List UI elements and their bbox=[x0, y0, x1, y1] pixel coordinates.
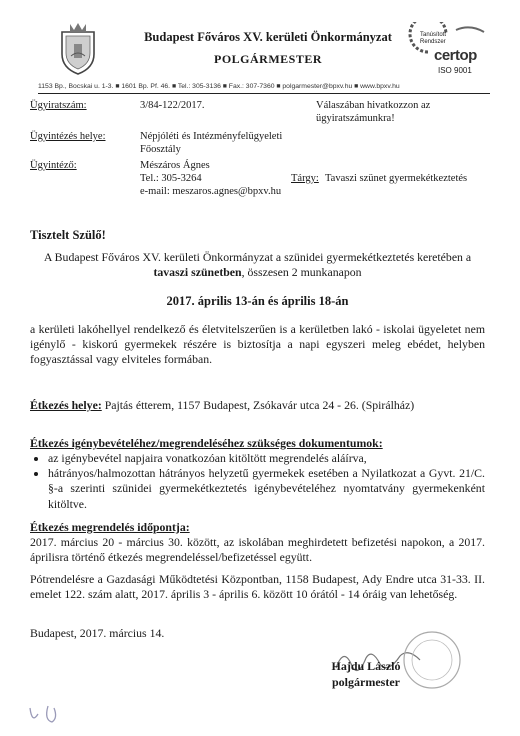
documents-list-item: • hátrányos/halmozottan hátrányos helyzetű gyermekek esetében a Nyilatkozat a Gyvt. 21/C. §-a szerinti szünidei gyermekétkeztetés igénybevételéhez nyomtatvány gyermekenként kitöltve. bbox=[48, 466, 485, 512]
documents-list bbox=[30, 451, 485, 512]
late-order-paragraph: Pótrendelésre a Gazdasági Működtetési Központban, 1158 Budapest, Ady Endre utca 31-33. II. emelet 122. szám alatt, 2017. április 3 - április 6. között 10 órától - 14 óráig van lehetőség. bbox=[30, 572, 485, 602]
contact-line: 1153 Bp., Bocskai u. 1-3. ■ 1601 Bp. Pf. 46. ■ Tel.: 305-3136 ■ Fax.: 307-7360 ■ polgarmester@bpxv.hu ■ www.bpxv.hu bbox=[38, 83, 490, 94]
salutation: Tisztelt Szülő! bbox=[30, 228, 106, 242]
handler-name: Mészáros Ágnes bbox=[140, 160, 210, 171]
intro-paragraph bbox=[30, 250, 485, 280]
order-heading: Étkezés megrendelés időpontja: bbox=[30, 520, 190, 534]
documents-list-item: • az igénybevétel napjaira vonatkozóan kitöltött megrendelés aláírva, bbox=[48, 451, 485, 466]
cert-line1: Tanúsított bbox=[420, 32, 447, 38]
handler-label: Ügyintéző: bbox=[30, 160, 77, 171]
venue: Pajtás étterem, 1157 Budapest, Zsókavár utca 24 - 26. (Spirálház) bbox=[101, 398, 415, 412]
subject: Tavaszi szünet gyermekétkeztetés bbox=[325, 173, 468, 184]
office-title: POLGÁRMESTER bbox=[213, 52, 322, 66]
coat-of-arms-icon bbox=[56, 20, 100, 76]
reply-note: Válaszában hivatkozzon az ügyiratszámunkra! bbox=[316, 100, 431, 124]
handler-dept-label: Ügyintézés helye: bbox=[30, 131, 106, 142]
cert-brand: certop bbox=[434, 47, 477, 64]
case-number-label: Ügyiratszám: bbox=[30, 100, 87, 111]
cert-iso: ISO 9001 bbox=[438, 66, 472, 75]
handwritten-mark bbox=[26, 700, 76, 730]
certification-logo bbox=[398, 22, 498, 78]
cert-line2: Rendszer bbox=[420, 39, 446, 45]
intro-text-bold: tavaszi szünetben bbox=[153, 265, 242, 280]
documents-heading: Étkezés igénybevételéhez/megrendeléséhez szükséges dokumentumok: bbox=[30, 436, 383, 450]
organization-name: Budapest Főváros XV. kerületi Önkormányzat bbox=[144, 30, 392, 44]
eligibility-paragraph: a kerületi lakóhellyel rendelkező és életvitelszerűen is a kerületben lakó - iskolai ügyeletet nem igénylő - kiskorú gyermekek részére is biztosítja a napi egyszeri meleg ebédet, helyben fogyasztással vagy elviteles formában. bbox=[30, 322, 485, 367]
subject-label: Tárgy: bbox=[291, 173, 319, 184]
case-number: 3/84-122/2017. bbox=[140, 100, 205, 111]
intro-text-1: A Budapest Főváros XV. kerületi Önkormányzat a szünidei gyermekétkeztetés keretében a bbox=[43, 250, 472, 264]
intro-text-2: , összesen 2 munkanapon bbox=[241, 265, 362, 280]
place-date: Budapest, 2017. március 14. bbox=[30, 626, 165, 640]
handler-phone: Tel.: 305-3264 bbox=[140, 173, 202, 184]
signer-title: polgármester bbox=[332, 675, 400, 689]
service-dates: 2017. április 13-án és április 18-án bbox=[166, 294, 349, 308]
venue-label: Étkezés helye: bbox=[30, 398, 102, 412]
handler-dept: Népjóléti és Intézményfelügyeleti Főosztály bbox=[140, 131, 283, 155]
handler-email: e-mail: meszaros.agnes@bpxv.hu bbox=[140, 186, 282, 197]
venue-line bbox=[30, 398, 485, 413]
signer-name: Hajdu László bbox=[331, 659, 401, 673]
order-paragraph: 2017. március 20 - március 30. között, az iskolában meghirdetett befizetési napokon, a 2017. áprilisra történő étkezés megrendeléssel/befizetéssel együtt. bbox=[30, 535, 485, 565]
